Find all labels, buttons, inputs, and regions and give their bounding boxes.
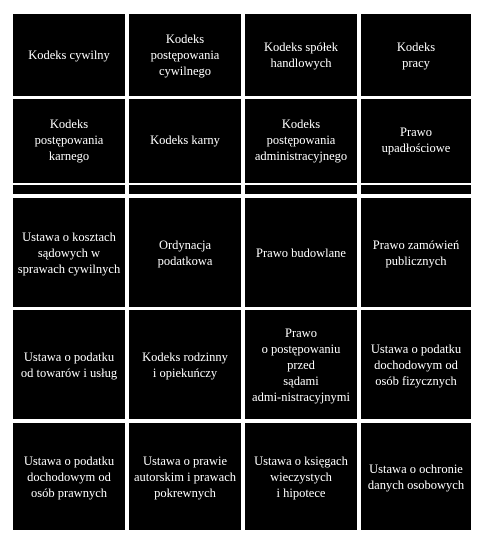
tile-label: Kodeks postępowania karnego (34, 116, 104, 163)
tile-prawo-o-postepowaniu-przed-sadami[interactable] (245, 310, 357, 419)
tile-kodeks-postepowania-administracyjnego[interactable] (245, 99, 357, 194)
tile-ustawa-o-podatku-cit[interactable] (13, 423, 125, 530)
tile-label: Kodeks karny (150, 132, 220, 147)
tile-kodeks-rodzinny[interactable] (129, 310, 241, 419)
row-divider (13, 183, 471, 185)
tile-label: Ustawa o kosztach sądowych w sprawach cywilnych (17, 229, 121, 276)
tile-label: Kodeks cywilny (28, 48, 110, 62)
tile-ustawa-o-kosztach-sadowych[interactable] (13, 198, 125, 307)
tile-ustawa-o-prawie-autorskim[interactable] (129, 423, 241, 530)
tile-label: Kodeks postępowania administracyjnego (254, 116, 348, 163)
tile-ustawa-o-ochronie-danych[interactable] (361, 423, 471, 530)
tile-kodeks-postepowania-karnego[interactable] (13, 99, 125, 194)
tile-label: Prawo o postępowaniu przed sądami admi-nistracyjnymi (252, 325, 350, 404)
tile-label: Ustawa o podatku dochodowym od osób prawnych (23, 453, 115, 500)
tile-ustawa-o-ksiegach-wieczystych[interactable] (245, 423, 357, 530)
tile-label: Ustawa o ochronie danych osobowych (367, 461, 465, 492)
tile-label: Prawo budowlane (256, 245, 346, 260)
tile-label: Kodeks spółek handlowych (264, 40, 338, 70)
tile-ustawa-o-podatku-pit[interactable] (361, 310, 471, 419)
tile-label: Ustawa o podatku dochodowym od osób fizycznych (370, 341, 462, 388)
tile-label: Kodeks rodzinny i opiekuńczy (142, 349, 228, 380)
tile-prawo-zamowien-publicznych[interactable] (361, 198, 471, 307)
tile-kodeks-karny[interactable] (129, 99, 241, 194)
tile-label: Ustawa o księgach wieczystych i hipotece (254, 453, 348, 500)
tile-label: Ordynacja podatkowa (157, 237, 213, 268)
tile-label: Ustawa o podatku od towarów i usług (20, 349, 118, 380)
tile-kodeks-cywilny[interactable] (13, 14, 125, 96)
tile-prawo-budowlane[interactable] (245, 198, 357, 307)
tile-label: Prawo upadłościowe (381, 124, 451, 155)
tile-label: Kodeks pracy (396, 40, 436, 70)
tile-prawo-upadlosciowe[interactable] (361, 99, 471, 194)
tile-label: Kodeks postępowania cywilnego (150, 32, 220, 78)
tile-kodeks-pracy[interactable] (361, 14, 471, 96)
tile-ordynacja-podatkowa[interactable] (129, 198, 241, 307)
tile-label: Ustawa o prawie autorskim i prawach pokrewnych (133, 453, 237, 500)
tile-kodeks-postepowania-cywilnego[interactable] (129, 14, 241, 96)
tile-ustawa-o-podatku-vat[interactable] (13, 310, 125, 419)
tile-label: Prawo zamówień publicznych (372, 237, 460, 268)
tile-kodeks-spolek-handlowych[interactable] (245, 14, 357, 96)
